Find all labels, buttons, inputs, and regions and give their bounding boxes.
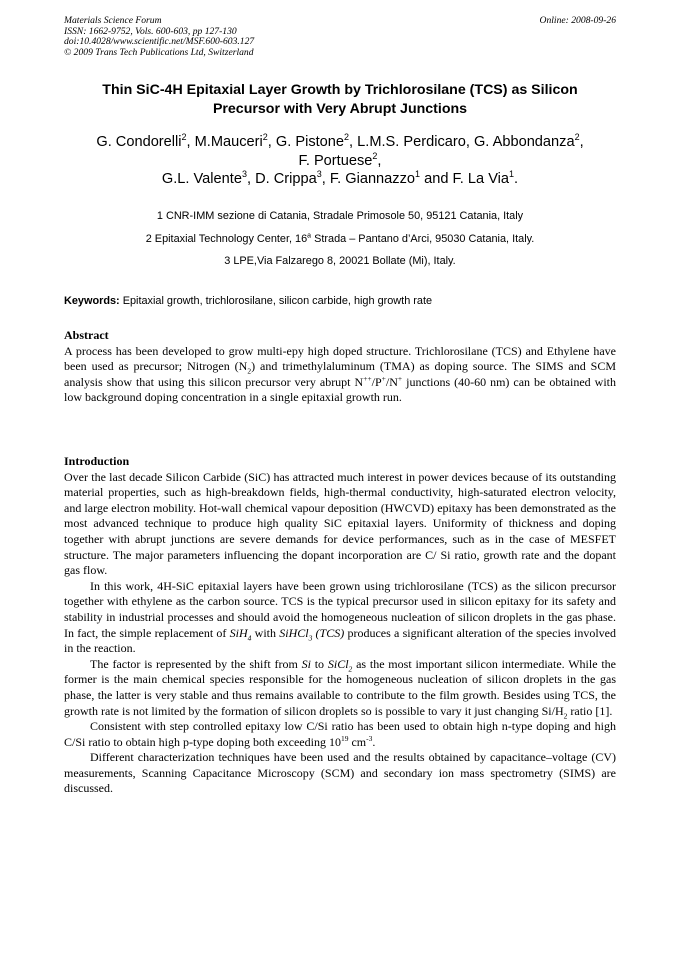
author-separator: ,: [579, 134, 584, 150]
introduction-section: [64, 454, 616, 797]
author-separator: ,: [377, 152, 382, 169]
abstract-heading: Abstract: [64, 328, 109, 342]
superscript: +: [397, 373, 403, 383]
affiliation-1: 1 CNR-IMM sezione di Catania, Stradale Primosole 50, 95121 Catania, Italy: [156, 210, 524, 222]
author-name: F. Giannazzo: [329, 171, 416, 187]
author-affiliation-mark: 3: [241, 169, 247, 180]
author-name: G.L. Valente: [161, 171, 242, 187]
abstract-text: [64, 344, 616, 406]
author-name: M.Mauceri: [194, 134, 263, 150]
journal-copyright: © 2009 Trans Tech Publications Ltd, Switzerland: [64, 46, 254, 58]
formula-sih4: [230, 626, 252, 640]
subscript: 3: [308, 632, 313, 642]
author-name: G. Pistone: [275, 134, 345, 150]
journal-issn: ISSN: 1662-9752, Vols. 600-603, pp 127-130: [64, 25, 237, 37]
journal-doi[interactable]: doi:10.4028/www.scientific.net/MSF.600-603.127: [64, 36, 255, 47]
intro-paragraph-3: [64, 657, 616, 719]
paragraph-text-run: Consistent with step controlled epitaxy low C/Si ratio has been used to obtain high n-type doping and high C/Si ratio to obtain high p-type doping both exceeding 10: [64, 719, 616, 749]
paragraph-text-run: In this work, 4H-SiC epitaxial layers have been grown using trichlorosilane (TCS) as the silicon precursor together with ethylene as the carbon source. TCS is the typical precursor used in silicon epitaxy for its safety and stability in industrial processes and should avoid the homogeneous nucleation of silicon droplets in the gas phase. In fact, the simple replacement of: [64, 578, 616, 640]
author-line-1: [64, 133, 616, 152]
paragraph-text-run: .: [372, 734, 376, 749]
formula-text: SiCl: [327, 656, 349, 671]
paper-title: [64, 81, 616, 119]
abstract-text-run: /N: [385, 374, 398, 389]
intro-paragraph-5: Different characterization techniques have been used and the results obtained by capacitance–voltage (CV) measurements, Scanning Capacitance Microscopy (SCM) and secondary ion mass spectrometry (SIMS) are discussed.: [64, 750, 616, 796]
intro-paragraph-2: [64, 579, 616, 657]
paragraph-text-run: produces a significant alteration of the species involved in the reaction.: [64, 625, 617, 656]
superscript: -3: [366, 733, 373, 743]
abstract-text-run: junctions (40-60 nm) can be obtained with low background doping concentration in a single epitaxial growth run.: [64, 374, 616, 405]
author-separator: .: [514, 171, 519, 187]
author-affiliation-mark: 1: [415, 169, 421, 180]
subscript: 4: [247, 632, 252, 642]
abstract-section: [64, 328, 616, 406]
author-affiliation-mark: 1: [509, 169, 515, 180]
author-separator: ,: [186, 134, 195, 150]
abstract-text-run: /P: [371, 374, 382, 389]
superscript: +: [381, 373, 386, 383]
author-name: G. Abbondanza: [473, 134, 575, 150]
author-separator: ,: [246, 171, 256, 187]
author-affiliation-mark: 3: [316, 169, 322, 180]
affiliation-2-text-rest: Strada – Pantano d’Arci, 95030 Catania, Italy.: [311, 233, 535, 245]
author-name: F. Portuese: [298, 152, 373, 169]
affiliation-3: 3 LPE,Via Falzarego 8, 20021 Bollate (Mi), Italy.: [224, 255, 456, 267]
title-line-1: Thin SiC-4H Epitaxial Layer Growth by Trichlorosilane (TCS) as Silicon: [102, 82, 578, 98]
author-name: D. Crippa: [255, 171, 317, 187]
keywords-label: Keywords:: [64, 295, 120, 307]
paragraph-text-run: as the most important silicon intermediate. While the former is the main chemical species responsible for the homogeneous nucleation of silicon droplets in the gas phase, the latter is very stable and thus remains available to contribute to the film growth. Besides using TCS, the growth rate is not limited by the formation of silicon droplets so is possible to vary it just changing Si/H: [64, 656, 616, 718]
formula-sicl2: [327, 656, 353, 674]
author-separator: ,: [321, 171, 330, 187]
formula-text: SiHCl: [279, 625, 309, 640]
author-separator: ,: [465, 134, 474, 150]
paragraph-text-run: with: [251, 625, 280, 640]
affiliation-2: [64, 232, 616, 246]
superscript: ++: [363, 373, 372, 383]
author-separator: ,: [349, 134, 358, 150]
author-separator: ,: [267, 134, 276, 150]
formula-text: SiH: [229, 625, 248, 640]
journal-header: [64, 16, 616, 58]
affiliation-2-superscript: a: [307, 232, 312, 240]
paragraph-text-run: to: [310, 656, 328, 671]
paragraph-text-run: ratio [1].: [567, 703, 613, 718]
author-affiliation-mark: 2: [181, 132, 187, 143]
formula-text: (TCS): [312, 625, 345, 640]
author-list: [64, 133, 616, 189]
paragraph-text-run: The factor is represented by the shift from: [90, 656, 302, 671]
journal-name: Materials Science Forum: [64, 15, 162, 26]
superscript: 19: [340, 733, 349, 743]
author-name: F. La Via: [452, 171, 510, 187]
intro-paragraph-4: [64, 719, 616, 750]
intro-paragraph-1: Over the last decade Silicon Carbide (SiC) has attracted much interest in power devices because of its outstanding material properties, such as high-breakdown fields, high-thermal conductivity, high-saturated electron velocity, and large electron mobility. Hot-wall chemical vapour deposition (HWCVD) epitaxy has been demonstrated as the most advanced technique to produce high quality SiC epitaxial layers. Uniformity of thickness and doping together with abrupt junctions are severe demands for device performances, such as in the case of MESFET structure. The major parameters influencing the dopant incorporation are C/ Si ratio, growth rate and the dopant gas flow.: [64, 469, 616, 578]
abstract-text-run: A process has been developed to grow multi-epy high doped structure. Trichlorosilane (TCS) and Ethylene have been used as precursor; Nitrogen (N: [64, 343, 616, 374]
keywords-text: Epitaxial growth, trichlorosilane, silicon carbide, high growth rate: [122, 295, 433, 307]
introduction-heading: Introduction: [64, 454, 130, 468]
formula-si: Si: [301, 656, 311, 671]
author-separator: and: [420, 171, 453, 187]
author-name: G. Condorelli: [96, 134, 182, 150]
affiliation-2-text: 2 Epitaxial Technology Center, 16: [145, 233, 308, 245]
paragraph-text-run: cm: [348, 734, 367, 749]
subscript: 2: [563, 710, 568, 720]
author-affiliation-mark: 2: [574, 132, 580, 143]
formula-sihcl3: [279, 626, 344, 640]
subscript: 2: [247, 366, 252, 376]
abstract-text-run: ) and trimethylaluminum (TMA) as doping source. The SIMS and SCM analysis show that using this silicon precursor very abrupt N: [64, 359, 616, 389]
author-line-3: [64, 170, 616, 189]
author-name: L.M.S. Perdicaro: [357, 134, 466, 150]
author-affiliation-mark: 2: [344, 132, 350, 143]
keywords: [64, 294, 616, 308]
author-affiliation-mark: 2: [372, 150, 378, 161]
title-line-2: Precursor with Very Abrupt Junctions: [212, 101, 468, 117]
author-line-2: [64, 152, 616, 171]
online-date: Online: 2008-09-26: [539, 15, 616, 26]
author-affiliation-mark: 2: [262, 132, 268, 143]
subscript: 2: [348, 664, 353, 674]
